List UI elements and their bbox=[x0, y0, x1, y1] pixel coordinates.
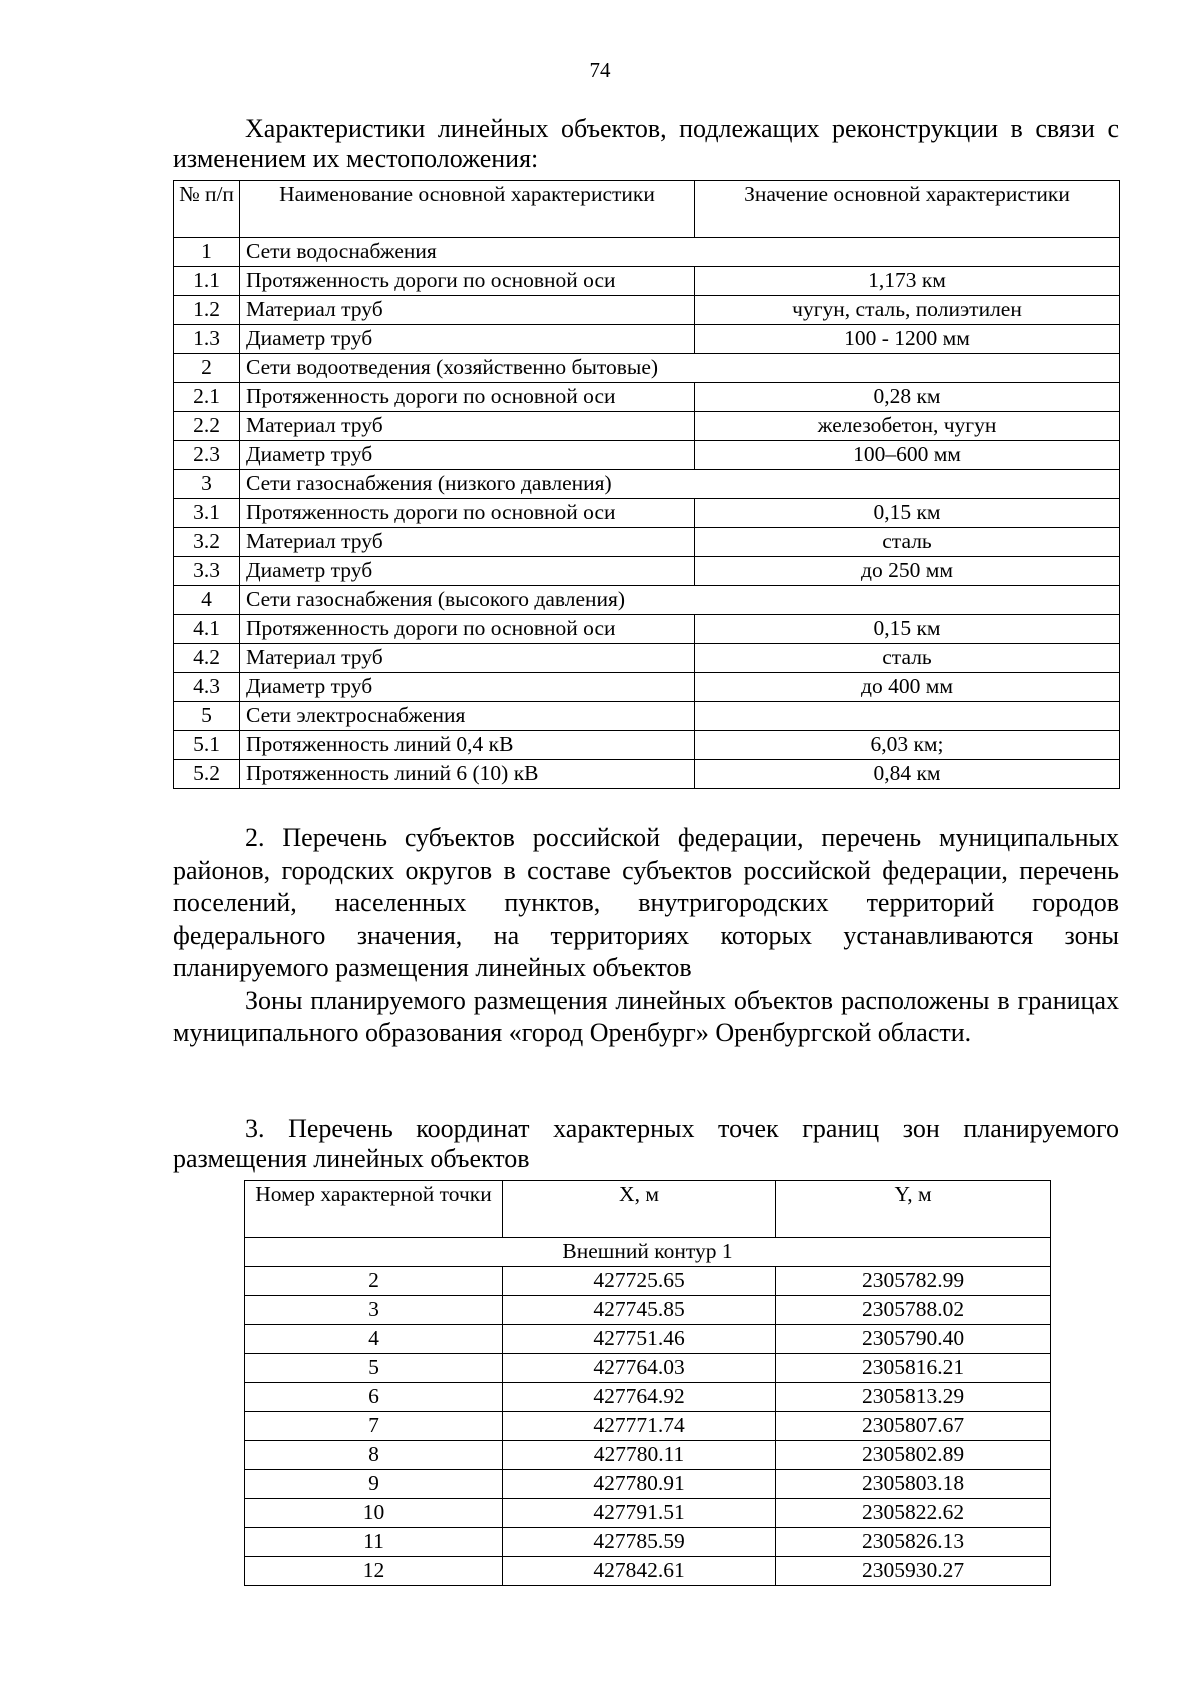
section-2 bbox=[173, 822, 1119, 1050]
row-point: 6 bbox=[245, 1383, 503, 1412]
row-x: 427791.51 bbox=[503, 1499, 776, 1528]
row-name: Сети электроснабжения bbox=[240, 702, 695, 731]
table-row bbox=[245, 1470, 1051, 1499]
row-name: Сети водоотведения (хозяйственно бытовые) bbox=[240, 354, 1120, 383]
row-y: 2305807.67 bbox=[776, 1412, 1051, 1441]
row-x: 427764.03 bbox=[503, 1354, 776, 1383]
row-y: 2305816.21 bbox=[776, 1354, 1051, 1383]
row-num: 1 bbox=[174, 238, 240, 267]
row-value: 100–600 мм bbox=[695, 441, 1120, 470]
row-point: 5 bbox=[245, 1354, 503, 1383]
row-y: 2305790.40 bbox=[776, 1325, 1051, 1354]
row-value: до 400 мм bbox=[695, 673, 1120, 702]
row-x: 427780.91 bbox=[503, 1470, 776, 1499]
row-point: 12 bbox=[245, 1557, 503, 1586]
row-point: 2 bbox=[245, 1267, 503, 1296]
row-num: 3.2 bbox=[174, 528, 240, 557]
row-value: 0,15 км bbox=[695, 499, 1120, 528]
row-x: 427764.92 bbox=[503, 1383, 776, 1412]
row-num: 3 bbox=[174, 470, 240, 499]
row-num: 1.1 bbox=[174, 267, 240, 296]
row-name: Диаметр труб bbox=[240, 673, 695, 702]
row-y: 2305802.89 bbox=[776, 1441, 1051, 1470]
row-y: 2305788.02 bbox=[776, 1296, 1051, 1325]
row-name: Сети водоснабжения bbox=[240, 238, 1120, 267]
characteristics-table-body bbox=[174, 238, 1120, 789]
header-name: Наименование основной характеристики bbox=[240, 181, 695, 238]
table-row bbox=[245, 1325, 1051, 1354]
row-num: 3.3 bbox=[174, 557, 240, 586]
row-num: 1.2 bbox=[174, 296, 240, 325]
table-row bbox=[245, 1499, 1051, 1528]
row-value: сталь bbox=[695, 644, 1120, 673]
contour-row bbox=[245, 1238, 1051, 1267]
row-num: 4.2 bbox=[174, 644, 240, 673]
table-row bbox=[245, 1528, 1051, 1557]
row-num: 5.1 bbox=[174, 731, 240, 760]
table-row bbox=[245, 1441, 1051, 1470]
row-name: Протяженность линий 6 (10) кВ bbox=[240, 760, 695, 789]
header-x: X, м bbox=[503, 1181, 776, 1238]
row-name: Протяженность дороги по основной оси bbox=[240, 267, 695, 296]
row-value: 6,03 км; bbox=[695, 731, 1120, 760]
row-name: Диаметр труб bbox=[240, 557, 695, 586]
coordinates-table bbox=[244, 1180, 1051, 1586]
row-point: 11 bbox=[245, 1528, 503, 1557]
table-row bbox=[174, 615, 1120, 644]
table-row bbox=[174, 644, 1120, 673]
characteristics-table bbox=[173, 180, 1120, 789]
row-y: 2305782.99 bbox=[776, 1267, 1051, 1296]
section-2-body: Зоны планируемого размещения линейных объектов расположены в границах муниципального образования «город Оренбург» Оренбургской области. bbox=[173, 985, 1119, 1047]
row-x: 427751.46 bbox=[503, 1325, 776, 1354]
row-x: 427780.11 bbox=[503, 1441, 776, 1470]
table-row bbox=[245, 1267, 1051, 1296]
table-row bbox=[174, 267, 1120, 296]
table-row bbox=[245, 1296, 1051, 1325]
row-point: 9 bbox=[245, 1470, 503, 1499]
table-row bbox=[245, 1557, 1051, 1586]
row-name: Диаметр труб bbox=[240, 325, 695, 354]
row-value bbox=[695, 702, 1120, 731]
table-header-row bbox=[174, 181, 1120, 238]
table-row bbox=[174, 557, 1120, 586]
header-num: № п/п bbox=[174, 181, 240, 238]
row-name: Протяженность дороги по основной оси bbox=[240, 383, 695, 412]
row-num: 2.2 bbox=[174, 412, 240, 441]
table-row bbox=[245, 1412, 1051, 1441]
table-row bbox=[174, 760, 1120, 789]
row-num: 4 bbox=[174, 586, 240, 615]
row-value: чугун, сталь, полиэтилен bbox=[695, 296, 1120, 325]
table-row bbox=[174, 528, 1120, 557]
row-y: 2305930.27 bbox=[776, 1557, 1051, 1586]
table-row bbox=[174, 325, 1120, 354]
row-num: 4.1 bbox=[174, 615, 240, 644]
row-name: Протяженность дороги по основной оси bbox=[240, 615, 695, 644]
row-value: 1,173 км bbox=[695, 267, 1120, 296]
contour-label: Внешний контур 1 bbox=[245, 1238, 1051, 1267]
row-y: 2305822.62 bbox=[776, 1499, 1051, 1528]
table-row bbox=[174, 238, 1120, 267]
header-point: Номер характерной точки bbox=[245, 1181, 503, 1238]
row-name: Материал труб bbox=[240, 528, 695, 557]
row-name: Материал труб bbox=[240, 412, 695, 441]
table-row bbox=[174, 499, 1120, 528]
table-row bbox=[245, 1383, 1051, 1412]
row-x: 427785.59 bbox=[503, 1528, 776, 1557]
coordinates-table-body bbox=[245, 1238, 1051, 1586]
table-row bbox=[174, 354, 1120, 383]
table-row bbox=[174, 441, 1120, 470]
row-num: 2.3 bbox=[174, 441, 240, 470]
table-row bbox=[174, 296, 1120, 325]
row-num: 5 bbox=[174, 702, 240, 731]
table1-title bbox=[173, 114, 1119, 174]
row-point: 7 bbox=[245, 1412, 503, 1441]
row-name: Материал труб bbox=[240, 644, 695, 673]
row-value: 100 - 1200 мм bbox=[695, 325, 1120, 354]
table-row bbox=[174, 470, 1120, 499]
row-name: Сети газоснабжения (низкого давления) bbox=[240, 470, 1120, 499]
row-value: железобетон, чугун bbox=[695, 412, 1120, 441]
row-y: 2305813.29 bbox=[776, 1383, 1051, 1412]
row-num: 3.1 bbox=[174, 499, 240, 528]
row-value: 0,28 км bbox=[695, 383, 1120, 412]
row-num: 2.1 bbox=[174, 383, 240, 412]
row-x: 427771.74 bbox=[503, 1412, 776, 1441]
row-point: 4 bbox=[245, 1325, 503, 1354]
table-row bbox=[174, 586, 1120, 615]
row-num: 4.3 bbox=[174, 673, 240, 702]
row-y: 2305803.18 bbox=[776, 1470, 1051, 1499]
header-value: Значение основной характеристики bbox=[695, 181, 1120, 238]
row-x: 427725.65 bbox=[503, 1267, 776, 1296]
table-row bbox=[174, 673, 1120, 702]
table-row bbox=[174, 702, 1120, 731]
row-num: 5.2 bbox=[174, 760, 240, 789]
header-y: Y, м bbox=[776, 1181, 1051, 1238]
table-row bbox=[174, 731, 1120, 760]
row-name: Протяженность дороги по основной оси bbox=[240, 499, 695, 528]
row-num: 1.3 bbox=[174, 325, 240, 354]
row-x: 427745.85 bbox=[503, 1296, 776, 1325]
row-point: 10 bbox=[245, 1499, 503, 1528]
row-x: 427842.61 bbox=[503, 1557, 776, 1586]
row-value: 0,84 км bbox=[695, 760, 1120, 789]
table-row bbox=[174, 383, 1120, 412]
row-value: 0,15 км bbox=[695, 615, 1120, 644]
row-name: Протяженность линий 0,4 кВ bbox=[240, 731, 695, 760]
section-2-heading: 2. Перечень субъектов российской федерации, перечень муниципальных районов, городских округов в составе субъектов российской федерации, перечень поселений, населенных пунктов, внутригородских территорий городов федерального значения, на территориях которых устанавливаются зоны планируемого размещения линейных объектов bbox=[173, 823, 1119, 982]
page-number: 74 bbox=[589, 58, 611, 82]
row-name: Материал труб bbox=[240, 296, 695, 325]
table-header-row bbox=[245, 1181, 1051, 1238]
row-point: 8 bbox=[245, 1441, 503, 1470]
row-value: сталь bbox=[695, 528, 1120, 557]
table1-title-text: Характеристики линейных объектов, подлежащих реконструкции в связи с изменением их местоположения: bbox=[173, 114, 1119, 173]
row-name: Сети газоснабжения (высокого давления) bbox=[240, 586, 1120, 615]
table-row bbox=[174, 412, 1120, 441]
section-3-heading: 3. Перечень координат характерных точек границ зон планируемого размещения линейных объектов bbox=[173, 1114, 1119, 1173]
row-y: 2305826.13 bbox=[776, 1528, 1051, 1557]
table-row bbox=[245, 1354, 1051, 1383]
row-value: до 250 мм bbox=[695, 557, 1120, 586]
row-name: Диаметр труб bbox=[240, 441, 695, 470]
row-num: 2 bbox=[174, 354, 240, 383]
row-point: 3 bbox=[245, 1296, 503, 1325]
